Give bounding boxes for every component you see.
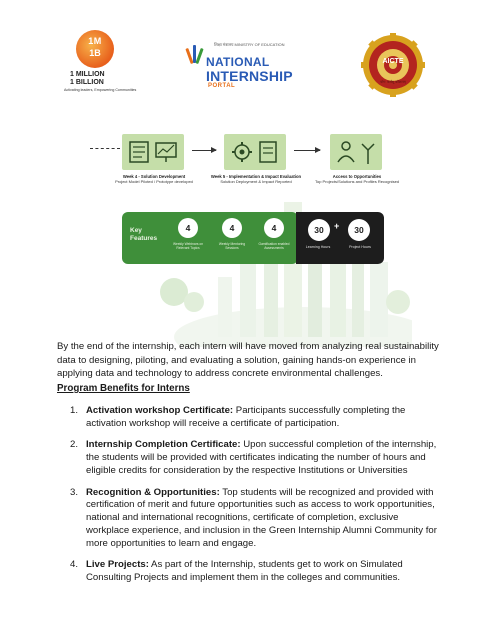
benefits-heading: Program Benefits for Interns (57, 383, 190, 394)
feature-count: 4 (178, 218, 198, 238)
portal-line-1: NATIONAL (206, 55, 270, 69)
summary-paragraph: By the end of the internship, each intern will have moved from analyzing real sustainability data to designing, piloting, and evaluating a solution, gaining hands-on experience in applying data and technology to address concrete environmental challenges. (57, 341, 439, 380)
national-internship-portal-logo (186, 40, 296, 98)
feature-count: 4 (222, 218, 242, 238)
plus-sign: + (334, 221, 340, 231)
aicte-logo (361, 33, 425, 97)
portal-logo-bars-icon (188, 42, 202, 64)
logo-tagline: Activating leaders, Empowering Communities (64, 88, 137, 92)
logo-line-1: 1 MILLION (70, 71, 105, 78)
logo-line-2: 1 BILLION (70, 79, 104, 86)
portal-line-3: PORTAL (208, 83, 236, 89)
project-hours-label: Project Hours (349, 245, 371, 249)
key-features-title: Key Features (130, 227, 158, 242)
feature-label: Weekly Mentoring Sessions (218, 242, 246, 251)
one-million-one-billion-logo (62, 30, 137, 98)
step-arrow (192, 150, 216, 151)
learning-hours-label: Learning Hours (305, 245, 331, 249)
feature-count: 4 (264, 218, 284, 238)
step-arrow (294, 150, 320, 151)
list-item: 3. Recognition & Opportunities: Top students will be recognized and provided with certification of merit and future opportunities such as access to work opportunities, national and international recognitions, certificate of completion, exclusive workplace experience, and inclusion in the Green Internship Alumni Community for more opportunities to learn and engage. (70, 486, 437, 549)
learning-hours-value: 30 (308, 219, 330, 241)
aicte-label: AICTE (382, 58, 404, 65)
ministry-text: शिक्षा मंत्रालय MINISTRY OF EDUCATION (214, 42, 285, 47)
benefits-list (70, 405, 440, 594)
feature-label: Weekly Webinars on Relevant Topics (172, 242, 204, 251)
step-caption: Week 4 - Solution Development Project Model Piloted / Prototype developed (115, 174, 193, 184)
1m1b-logo-mark: 1M 1B (76, 30, 114, 68)
list-item: 4. Live Projects: As part of the Internship, students get to work on Simulated Consulting Projects and implement them in the colleges and communities. (70, 559, 403, 584)
solution-development-icon (122, 134, 184, 170)
step-caption: Access to Opportunities Top Projects/Solutions and Profiles Recognised (314, 174, 400, 184)
aicte-seal-icon (361, 33, 425, 97)
opportunities-icon (330, 134, 382, 170)
key-features-panel (122, 212, 298, 264)
aicte-motto: योग: कर्मसु कौशलम् (380, 80, 406, 84)
feature-label: Gamification enabled Assessments (258, 242, 290, 251)
hours-panel (296, 212, 384, 264)
lead-in-arrow (90, 148, 120, 149)
project-hours-value: 30 (348, 219, 370, 241)
portal-line-2: INTERNSHIP (206, 68, 293, 84)
list-item: 2. Internship Completion Certificate: Upon successful completion of the internship, the students will be provided with certificates indicating the number of hours and eligible credits for consideration by the respective Institutions or Universities (70, 439, 437, 476)
step-caption: Week 5 - Implementation & Impact Evaluation Solution Deployment & Impact Reported (210, 174, 302, 184)
list-item: 1. Activation workshop Certificate: Participants successfully completing the activation workshop will receive a certificate of participation. (70, 405, 406, 429)
implementation-icon (224, 134, 286, 170)
program-infographic (82, 112, 408, 332)
